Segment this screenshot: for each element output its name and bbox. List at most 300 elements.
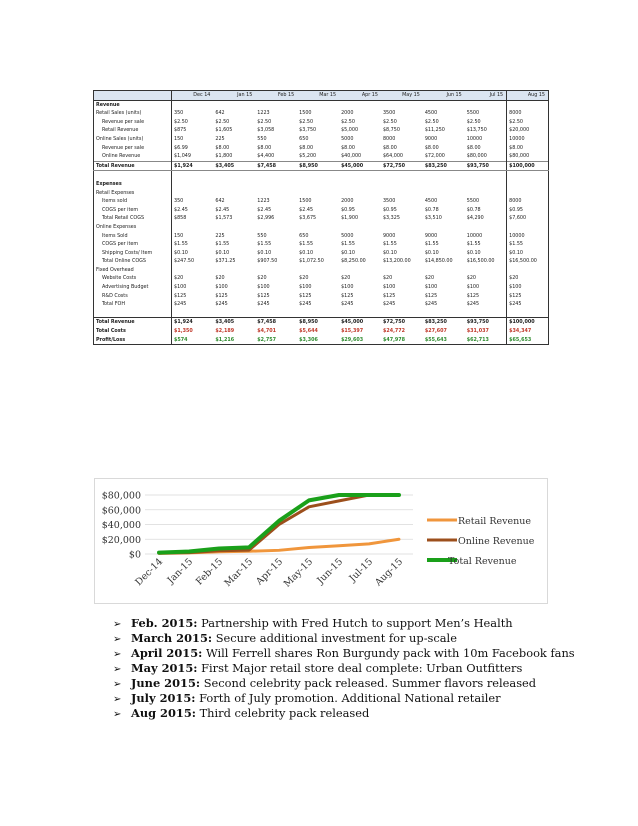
table-cell: 550 bbox=[257, 232, 267, 239]
table-cell: $0.10 bbox=[215, 249, 230, 256]
table-cell: $1.55 bbox=[341, 241, 355, 248]
table-cell: $0.95 bbox=[341, 206, 355, 213]
table-cell: $371.25 bbox=[215, 258, 236, 265]
table-cell: $16,500.00 bbox=[466, 258, 495, 265]
row-label: Revenue per sale bbox=[94, 118, 172, 127]
row-label: Expenses bbox=[94, 180, 172, 189]
table-cell: $80,000 bbox=[466, 153, 487, 160]
table-cell bbox=[507, 100, 549, 109]
table-cell bbox=[255, 223, 297, 232]
x-tick-label: Apr-15 bbox=[254, 556, 286, 588]
table-row bbox=[94, 266, 549, 275]
table-cell: 5000 bbox=[341, 135, 354, 142]
table-cell: $3,306 bbox=[297, 336, 339, 345]
legend-label: Total Revenue bbox=[448, 556, 517, 567]
table-cell: 5000 bbox=[341, 232, 354, 239]
arrow-bullet-icon: ➢ bbox=[113, 694, 122, 705]
table-cell bbox=[465, 100, 507, 109]
row-label: COGS per item bbox=[94, 206, 172, 215]
table-cell: $2.50 bbox=[507, 118, 549, 127]
table-cell bbox=[339, 180, 381, 189]
table-cell bbox=[507, 180, 549, 189]
revenue-chart bbox=[94, 478, 548, 604]
table-row bbox=[94, 249, 549, 258]
table-cell: $245 bbox=[424, 301, 438, 308]
table-cell: $7,458 bbox=[255, 161, 297, 171]
milestones-list bbox=[113, 616, 583, 721]
table-cell: $245 bbox=[507, 300, 549, 309]
table-cell: $1,605 bbox=[215, 127, 233, 134]
table-cell: $247.50 bbox=[174, 258, 195, 265]
table-cell: $1.55 bbox=[257, 241, 272, 248]
milestone-item bbox=[113, 661, 583, 676]
table-header-row bbox=[94, 91, 549, 101]
x-tick-label: Aug-15 bbox=[373, 556, 406, 589]
milestone-item bbox=[113, 676, 583, 691]
table-cell: $100 bbox=[341, 284, 354, 291]
table-cell: $2,189 bbox=[215, 328, 235, 335]
table-cell bbox=[423, 180, 465, 189]
table-cell bbox=[297, 100, 339, 109]
table-cell: $0.10 bbox=[466, 249, 481, 256]
table-cell bbox=[213, 100, 255, 109]
table-cell: $64,000 bbox=[382, 153, 404, 160]
table-cell: $1.55 bbox=[424, 241, 439, 248]
table-cell: $72,750 bbox=[381, 161, 423, 171]
table-cell: $40,000 bbox=[341, 153, 362, 160]
table-cell: $3,510 bbox=[424, 215, 442, 222]
table-cell: $20 bbox=[257, 275, 267, 282]
table-cell: $1,350 bbox=[174, 328, 193, 335]
row-label: Profit/Loss bbox=[94, 336, 172, 345]
table-cell: $245 bbox=[215, 301, 228, 308]
table-cell: $65,653 bbox=[507, 336, 549, 345]
table-cell: $20 bbox=[382, 275, 393, 282]
table-cell: $2.50 bbox=[174, 118, 188, 125]
table-cell: $0.10 bbox=[382, 249, 397, 256]
row-label: Items Sold bbox=[94, 232, 172, 241]
table-cell: $2.50 bbox=[257, 118, 272, 125]
table-cell: $125 bbox=[382, 292, 396, 299]
table-cell: 150 bbox=[174, 232, 184, 239]
table-cell: $2.50 bbox=[299, 118, 314, 125]
table-cell: 8000 bbox=[507, 197, 549, 206]
table-cell: $245 bbox=[174, 301, 187, 308]
month-header: Jun 15 bbox=[423, 91, 465, 101]
table-cell: $1,900 bbox=[341, 215, 359, 222]
table-cell: $3,405 bbox=[213, 161, 255, 171]
table-cell: $1,800 bbox=[215, 153, 233, 160]
milestone-text: Second celebrity pack released. Summer flavors released bbox=[200, 676, 537, 690]
row-label: Total Retail COGS bbox=[94, 214, 172, 223]
month-header: Feb 15 bbox=[255, 91, 297, 101]
milestone-date: May 2015: bbox=[131, 661, 198, 675]
table-cell: $14,850.00 bbox=[424, 258, 453, 265]
table-cell: $0.10 bbox=[341, 249, 355, 256]
table-row bbox=[94, 126, 549, 135]
table-cell bbox=[507, 266, 549, 275]
table-cell: $1,049 bbox=[174, 153, 191, 160]
table-cell: $2,996 bbox=[257, 215, 275, 222]
table-cell: 8000 bbox=[382, 135, 396, 142]
table-cell bbox=[255, 180, 297, 189]
table-row bbox=[94, 171, 549, 180]
table-cell: $20 bbox=[466, 275, 476, 282]
milestone-date: June 2015: bbox=[131, 676, 201, 690]
table-cell: 10000 bbox=[466, 135, 483, 142]
table-cell: 10000 bbox=[466, 232, 483, 239]
table-row bbox=[94, 118, 549, 127]
table-cell bbox=[172, 266, 214, 275]
table-cell: 4500 bbox=[424, 198, 438, 205]
table-cell: 650 bbox=[299, 232, 309, 239]
table-cell: $27,607 bbox=[424, 328, 447, 335]
table-cell: $125 bbox=[257, 292, 270, 299]
table-cell bbox=[381, 100, 423, 109]
table-cell bbox=[423, 171, 465, 180]
table-cell bbox=[255, 100, 297, 109]
y-tick-label: $20,000 bbox=[101, 534, 141, 546]
table-row bbox=[94, 292, 549, 301]
table-cell: $0.78 bbox=[424, 206, 439, 213]
table-cell: $0.95 bbox=[382, 206, 397, 213]
projection-table bbox=[93, 90, 549, 345]
table-cell: $907.50 bbox=[257, 258, 278, 265]
table-cell: $55,643 bbox=[423, 336, 465, 345]
row-label: Total Revenue bbox=[94, 318, 172, 327]
table-cell: $0.10 bbox=[174, 249, 188, 256]
row-label: Total FOH bbox=[94, 300, 172, 309]
table-cell: $1.55 bbox=[299, 241, 314, 248]
table-cell: $80,000 bbox=[507, 152, 549, 161]
arrow-bullet-icon: ➢ bbox=[113, 664, 122, 675]
table-cell: $1,072.50 bbox=[299, 258, 324, 265]
table-cell: $0.95 bbox=[507, 206, 549, 215]
milestone-date: Aug 2015: bbox=[131, 706, 196, 720]
financial-table bbox=[93, 90, 548, 345]
y-tick-label: $40,000 bbox=[101, 520, 141, 531]
table-cell bbox=[297, 180, 339, 189]
table-cell: $72,000 bbox=[424, 153, 445, 160]
table-cell: $125 bbox=[299, 292, 312, 299]
table-cell: $93,750 bbox=[465, 161, 507, 171]
table-cell: 225 bbox=[215, 232, 225, 239]
table-cell bbox=[297, 171, 339, 180]
table-cell bbox=[423, 100, 465, 109]
table-cell bbox=[507, 189, 549, 198]
table-cell: $100 bbox=[257, 284, 270, 291]
table-row bbox=[94, 109, 549, 118]
row-label: Online Sales (units) bbox=[94, 135, 172, 144]
table-cell bbox=[465, 180, 507, 189]
table-row bbox=[94, 240, 549, 249]
table-cell: $20 bbox=[341, 275, 351, 282]
table-cell: $8.00 bbox=[382, 144, 397, 151]
table-cell: 550 bbox=[257, 135, 267, 142]
table-row bbox=[94, 144, 549, 153]
table-cell: $8.00 bbox=[299, 144, 314, 151]
table-cell bbox=[213, 180, 255, 189]
table-cell: $1.55 bbox=[507, 240, 549, 249]
table-row bbox=[94, 309, 549, 318]
arrow-bullet-icon: ➢ bbox=[113, 634, 122, 645]
table-cell: 225 bbox=[215, 135, 225, 142]
table-cell: 350 bbox=[174, 198, 184, 205]
month-header: Dec 14 bbox=[172, 91, 214, 101]
table-cell: $100 bbox=[382, 284, 396, 291]
table-cell: $125 bbox=[341, 292, 354, 299]
table-cell: $24,772 bbox=[382, 328, 406, 335]
table-cell bbox=[339, 171, 381, 180]
table-cell: $16,500.00 bbox=[507, 257, 549, 266]
row-label: Online Revenue bbox=[94, 152, 172, 161]
table-row bbox=[94, 223, 549, 232]
arrow-bullet-icon: ➢ bbox=[113, 619, 122, 630]
table-cell: $2.45 bbox=[299, 206, 314, 213]
table-cell: $83,250 bbox=[423, 161, 465, 171]
table-cell: 350 bbox=[174, 110, 184, 117]
table-cell: $3,405 bbox=[213, 318, 255, 327]
table-cell: $100 bbox=[424, 284, 438, 291]
row-label: Retail Sales (units) bbox=[94, 109, 172, 118]
table-cell: $245 bbox=[341, 301, 354, 308]
milestone-date: Feb. 2015: bbox=[131, 616, 198, 630]
arrow-bullet-icon: ➢ bbox=[113, 709, 122, 720]
table-cell: $8.00 bbox=[215, 144, 230, 151]
x-tick-label: Jul-15 bbox=[347, 556, 376, 585]
table-row bbox=[94, 214, 549, 223]
table-cell: $8,250.00 bbox=[341, 258, 366, 265]
milestone-item bbox=[113, 631, 583, 646]
table-cell bbox=[339, 266, 381, 275]
milestone-date: March 2015: bbox=[131, 631, 213, 645]
table-cell bbox=[339, 100, 381, 109]
table-cell bbox=[213, 189, 255, 198]
y-tick-label: $0 bbox=[128, 549, 141, 561]
x-tick-label: Jun-15 bbox=[315, 556, 346, 587]
table-cell bbox=[507, 171, 549, 180]
table-cell: $100 bbox=[215, 284, 228, 291]
row-label: Fixed Overhead bbox=[94, 266, 172, 275]
table-cell: $100 bbox=[174, 284, 187, 291]
milestone-text: Partnership with Fred Hutch to support Men’s Health bbox=[197, 616, 513, 630]
row-label: Revenue per sale bbox=[94, 144, 172, 153]
table-cell: 3500 bbox=[382, 198, 396, 205]
table-cell: 10000 bbox=[507, 135, 549, 144]
table-cell: $0.10 bbox=[424, 249, 439, 256]
table-cell: $5,000 bbox=[341, 127, 359, 134]
table-cell bbox=[381, 223, 423, 232]
table-cell bbox=[423, 223, 465, 232]
table-cell bbox=[381, 266, 423, 275]
y-tick-label: $60,000 bbox=[101, 505, 141, 517]
table-cell: $47,978 bbox=[381, 336, 423, 345]
table-cell: $62,713 bbox=[465, 336, 507, 345]
row-label: Website Costs bbox=[94, 274, 172, 283]
table-cell: $0.10 bbox=[257, 249, 272, 256]
table-cell bbox=[381, 171, 423, 180]
table-cell: $72,750 bbox=[381, 318, 423, 327]
table-cell bbox=[381, 309, 423, 318]
table-cell: $2.50 bbox=[466, 118, 481, 125]
table-cell: $1,216 bbox=[213, 336, 255, 345]
arrow-bullet-icon: ➢ bbox=[113, 679, 122, 690]
table-cell bbox=[213, 309, 255, 318]
table-cell: $2.45 bbox=[215, 206, 230, 213]
table-cell bbox=[255, 266, 297, 275]
table-cell: $3,675 bbox=[299, 215, 317, 222]
row-label: Online Expenses bbox=[94, 223, 172, 232]
table-cell bbox=[213, 171, 255, 180]
table-cell: $125 bbox=[507, 292, 549, 301]
table-row bbox=[94, 336, 549, 345]
row-label: Total Costs bbox=[94, 327, 172, 336]
x-tick-label: May-15 bbox=[281, 556, 316, 590]
table-cell bbox=[423, 189, 465, 198]
table-cell: $6.99 bbox=[174, 144, 188, 151]
table-cell bbox=[297, 266, 339, 275]
row-label: Items sold bbox=[94, 197, 172, 206]
table-row bbox=[94, 327, 549, 336]
table-cell: $245 bbox=[257, 301, 270, 308]
table-cell: 1223 bbox=[257, 198, 270, 205]
table-cell: $125 bbox=[174, 292, 187, 299]
table-cell: $29,603 bbox=[339, 336, 381, 345]
table-cell bbox=[465, 171, 507, 180]
table-cell: $13,200.00 bbox=[382, 258, 411, 265]
table-cell: $2.45 bbox=[174, 206, 188, 213]
table-cell: $20 bbox=[299, 275, 309, 282]
row-label: Retail Expenses bbox=[94, 189, 172, 198]
table-cell: $8,950 bbox=[297, 161, 339, 171]
table-cell: $4,290 bbox=[466, 215, 484, 222]
table-cell bbox=[255, 309, 297, 318]
table-cell bbox=[172, 223, 214, 232]
row-label bbox=[94, 309, 172, 318]
table-cell: $8.00 bbox=[507, 144, 549, 153]
table-cell: $8,950 bbox=[297, 318, 339, 327]
table-cell bbox=[172, 100, 214, 109]
table-cell: 642 bbox=[215, 198, 225, 205]
table-cell: $8.00 bbox=[257, 144, 272, 151]
table-row bbox=[94, 318, 549, 327]
row-label: Total Revenue bbox=[94, 161, 172, 171]
milestone-date: July 2015: bbox=[131, 691, 196, 705]
table-row bbox=[94, 257, 549, 266]
x-tick-label: Dec-14 bbox=[133, 556, 166, 589]
header-blank-cell bbox=[94, 91, 172, 101]
table-cell: $8,750 bbox=[382, 127, 400, 134]
row-label: R&D Costs bbox=[94, 292, 172, 301]
table-cell bbox=[172, 309, 214, 318]
table-cell bbox=[465, 309, 507, 318]
table-cell bbox=[172, 171, 214, 180]
month-header: Mar 15 bbox=[297, 91, 339, 101]
table-cell: $1,924 bbox=[172, 161, 214, 171]
milestone-text: Secure additional investment for up-scale bbox=[212, 631, 457, 645]
table-cell: $0.78 bbox=[466, 206, 481, 213]
month-header: May 15 bbox=[381, 91, 423, 101]
table-cell: $0.10 bbox=[507, 249, 549, 258]
table-cell: $20 bbox=[215, 275, 225, 282]
table-cell: $1.55 bbox=[215, 241, 230, 248]
table-cell: $83,250 bbox=[423, 318, 465, 327]
table-cell bbox=[213, 223, 255, 232]
x-tick-label: Mar-15 bbox=[222, 556, 256, 590]
table-cell bbox=[423, 309, 465, 318]
table-cell: $100 bbox=[466, 284, 480, 291]
table-cell bbox=[255, 171, 297, 180]
table-cell: $245 bbox=[466, 301, 480, 308]
table-cell: $3,325 bbox=[382, 215, 400, 222]
table-cell: $93,750 bbox=[465, 318, 507, 327]
table-cell bbox=[297, 223, 339, 232]
table-cell: $45,000 bbox=[339, 161, 381, 171]
table-cell bbox=[381, 180, 423, 189]
row-label: COGS per item bbox=[94, 240, 172, 249]
table-cell: 4500 bbox=[424, 110, 438, 117]
row-label: Advertising Budget bbox=[94, 283, 172, 292]
table-cell: 150 bbox=[174, 135, 184, 142]
table-row bbox=[94, 161, 549, 171]
table-cell: $245 bbox=[299, 301, 312, 308]
table-cell: $1.55 bbox=[174, 241, 188, 248]
month-header: Apr 15 bbox=[339, 91, 381, 101]
milestone-text: First Major retail store deal complete: Urban Outfitters bbox=[197, 661, 523, 675]
y-tick-label: $80,000 bbox=[101, 490, 141, 502]
table-cell: $3,058 bbox=[257, 127, 275, 134]
legend-label: Retail Revenue bbox=[458, 516, 531, 527]
table-cell: 1500 bbox=[299, 110, 312, 117]
table-cell: $125 bbox=[215, 292, 228, 299]
milestone-text: Third celebrity pack released bbox=[195, 706, 370, 720]
table-cell: $7,600 bbox=[507, 214, 549, 223]
table-row bbox=[94, 197, 549, 206]
row-label: Total Online COGS bbox=[94, 257, 172, 266]
table-cell: $2.50 bbox=[341, 118, 355, 125]
table-cell: $100 bbox=[299, 284, 312, 291]
table-cell: 1223 bbox=[257, 110, 270, 117]
x-tick-label: Jan-15 bbox=[165, 556, 196, 586]
table-row bbox=[94, 100, 549, 109]
table-cell bbox=[172, 180, 214, 189]
table-cell: $100,000 bbox=[507, 161, 549, 171]
table-cell: $1,573 bbox=[215, 215, 233, 222]
table-row bbox=[94, 135, 549, 144]
revenue-chart-svg bbox=[95, 479, 547, 603]
table-cell: $34,347 bbox=[507, 327, 549, 336]
row-label: Shipping Costs/ Item bbox=[94, 249, 172, 258]
table-cell: 3500 bbox=[382, 110, 396, 117]
month-header: Jul 15 bbox=[465, 91, 507, 101]
table-cell bbox=[339, 189, 381, 198]
table-cell: $13,750 bbox=[466, 127, 487, 134]
table-cell bbox=[381, 189, 423, 198]
table-cell: $0.10 bbox=[299, 249, 314, 256]
x-tick-label: Feb-15 bbox=[193, 556, 226, 588]
milestone-item bbox=[113, 616, 583, 631]
table-cell: $1.55 bbox=[466, 241, 481, 248]
table-cell: $5,200 bbox=[299, 153, 317, 160]
table-cell: $20,000 bbox=[507, 126, 549, 135]
row-label: Retail Revenue bbox=[94, 126, 172, 135]
table-row bbox=[94, 180, 549, 189]
table-cell: $45,000 bbox=[339, 318, 381, 327]
table-cell: 5500 bbox=[466, 198, 480, 205]
table-cell bbox=[255, 189, 297, 198]
table-cell: 9000 bbox=[382, 232, 396, 239]
table-cell: $100,000 bbox=[507, 318, 549, 327]
